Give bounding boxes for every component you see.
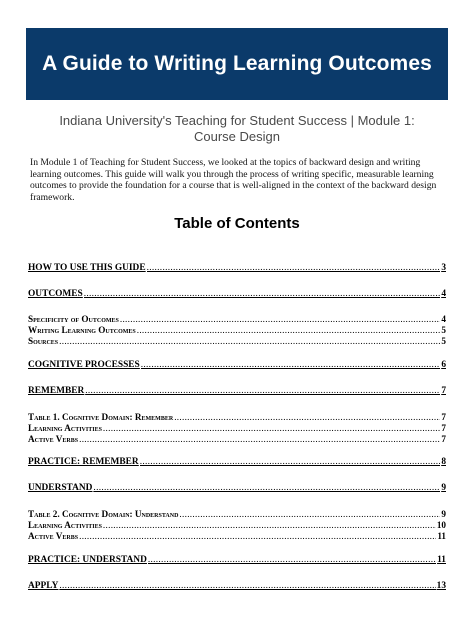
toc-entry-practice-understand[interactable]: PRACTICE: UNDERSTAND ..... 11: [28, 555, 446, 565]
toc-entry-practice-remember[interactable]: PRACTICE: REMEMBER ..... 8: [28, 457, 446, 467]
toc-entry-understand[interactable]: UNDERSTAND ..... 9: [28, 483, 446, 493]
subtitle-line-2: Course Design: [194, 129, 280, 144]
document-subtitle: [30, 113, 444, 145]
toc-entry-outcomes[interactable]: OUTCOMES ..... 4: [28, 289, 446, 299]
toc-entry-table-1[interactable]: Table 1. Cognitive Domain: Remember ..... 7: [28, 412, 446, 422]
toc-entry-sources[interactable]: Sources ..... 5: [28, 336, 446, 346]
toc-entry-writing-outcomes[interactable]: Writing Learning Outcomes ..... 5: [28, 325, 446, 335]
toc-entry-active-verbs-2[interactable]: Active Verbs ..... 11: [28, 531, 446, 541]
toc-entry-active-verbs-1[interactable]: Active Verbs ..... 7: [28, 434, 446, 444]
toc-entry-learning-activities-1[interactable]: Learning Activities ..... 7: [28, 423, 446, 433]
toc-entry-learning-activities-2[interactable]: Learning Activities ..... 10: [28, 520, 446, 530]
toc-entry-apply[interactable]: APPLY ..... 13: [28, 581, 446, 591]
toc-entry-how-to-use[interactable]: HOW TO USE THIS GUIDE ..... 3: [28, 263, 446, 273]
toc-entry-cognitive-processes[interactable]: COGNITIVE PROCESSES ..... 6: [28, 360, 446, 370]
toc-entry-specificity[interactable]: Specificity of Outcomes ..... 4: [28, 314, 446, 324]
toc-heading: Table of Contents: [174, 215, 300, 232]
toc-entry-table-2[interactable]: Table 2. Cognitive Domain: Understand ..... 9: [28, 509, 446, 519]
subtitle-line-1: Indiana University's Teaching for Student Success | Module 1:: [59, 113, 415, 128]
toc-entry-remember[interactable]: REMEMBER ..... 7: [28, 386, 446, 396]
title-banner: [26, 28, 448, 100]
document-title: A Guide to Writing Learning Outcomes: [42, 52, 432, 75]
intro-paragraph: In Module 1 of Teaching for Student Success, we looked at the topics of backward design and writing learning outcomes. This guide will walk you through the process of writing specific, measurable learning outcomes to provide the foundation for a course that is well-aligned in the context of the backward design framework.: [30, 157, 437, 203]
